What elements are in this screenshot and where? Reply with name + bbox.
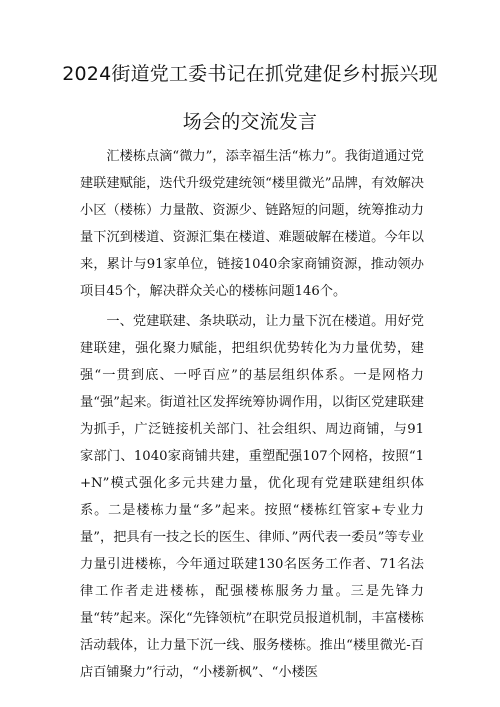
document-title-line-2: 场会的交流发言 xyxy=(182,111,318,133)
body-paragraph-intro: 汇楼栋点滴“微力”，添幸福生活“栋力”。我街道通过党建联建赋能，迭代升级党建统领“楼里微光”品牌，有效解决小区（楼栋）力量散、资源少、链路短的问题，统筹推动力量下沉到楼道、资源汇集在楼道、难题破解在楼道。今年以来，累计与91家单位，链接1040余家商铺资源，推动领办项目45个，解决群众关心的楼栋问题146个。 xyxy=(80,149,424,299)
body-paragraph-section-1: 一、党建联建、条块联动，让力量下沉在楼道。用好党建联建，强化聚力赋能，把组织优势转化为力量优势，建强“一贯到底、一呼百应”的基层组织体系。一是网格力量“强”起来。街道社区发挥统筹协调作用，以街区党建联建为抓手，广泛链接机关部门、社会组织、周边商铺，与91家部门、1040家商铺共建，重塑配强107个网格，按照“1+N”模式强化多元共建力量，优化现有党建联建组织体系。二是楼栋力量“多”起来。按照“楼栋红管家+专业力量”，把具有一技之长的医生、律师、”两代表一委员”等专业力量引进楼栋，今年通过联建130名医务工作者、71名法律工作者走进楼栋，配强楼栋服务力量。三是先锋力量“转”起来。深化“先锋领杭”在职党员报道机制，丰富楼栋活动载体，让力量下沉一线、服务楼栋。推出“楼里微光-百店百铺聚力”行动，“小楼新枫”、“小楼医 xyxy=(80,314,424,680)
document-title-line-1: 2024街道党工委书记在抓党建促乡村振兴现 xyxy=(62,63,438,85)
